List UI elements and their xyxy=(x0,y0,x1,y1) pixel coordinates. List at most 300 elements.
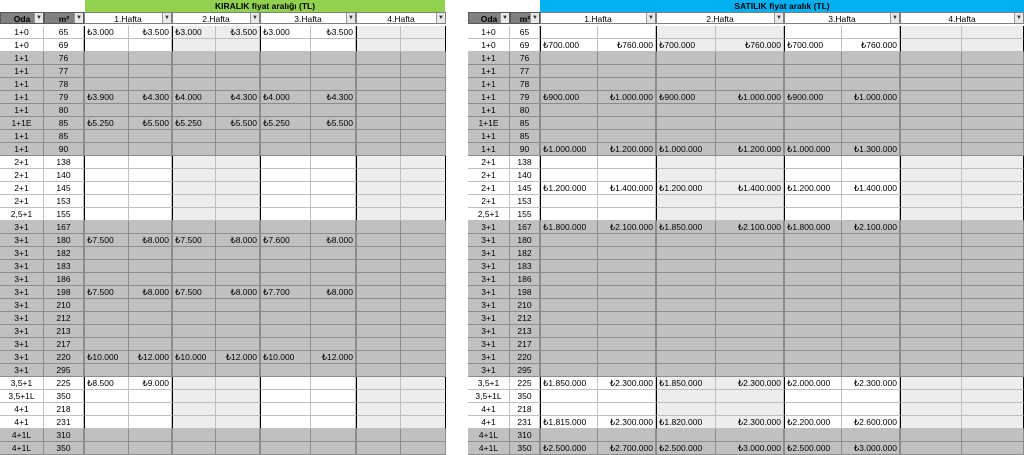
cell-price[interactable] xyxy=(84,403,129,416)
cell-price[interactable] xyxy=(900,377,962,390)
cell-price[interactable] xyxy=(260,416,311,429)
cell-price[interactable] xyxy=(172,247,216,260)
cell-price[interactable] xyxy=(842,273,900,286)
cell-price[interactable] xyxy=(401,273,446,286)
cell-price[interactable]: ₺2.300.000 xyxy=(716,416,784,429)
cell-price[interactable]: ₺2.300.000 xyxy=(598,416,656,429)
cell-price[interactable] xyxy=(172,156,216,169)
cell-price[interactable] xyxy=(84,182,129,195)
cell-price[interactable] xyxy=(598,156,656,169)
cell-price[interactable] xyxy=(598,351,656,364)
cell-price[interactable] xyxy=(656,26,716,39)
cell-price[interactable] xyxy=(716,52,784,65)
cell-m2[interactable]: 217 xyxy=(44,338,84,351)
cell-m2[interactable]: 153 xyxy=(44,195,84,208)
cell-price[interactable] xyxy=(401,195,446,208)
cell-price[interactable] xyxy=(401,91,446,104)
cell-price[interactable] xyxy=(598,312,656,325)
cell-oda[interactable]: 1+0 xyxy=(0,39,44,52)
cell-price[interactable] xyxy=(842,26,900,39)
cell-price[interactable] xyxy=(129,182,172,195)
cell-oda[interactable]: 3+1 xyxy=(468,364,510,377)
cell-m2[interactable]: 218 xyxy=(510,403,540,416)
cell-m2[interactable]: 310 xyxy=(44,429,84,442)
cell-oda[interactable]: 3+1 xyxy=(468,260,510,273)
cell-m2[interactable]: 140 xyxy=(44,169,84,182)
cell-oda[interactable]: 3+1 xyxy=(0,338,44,351)
cell-price[interactable]: ₺1.000.000 xyxy=(842,91,900,104)
cell-price[interactable]: ₺5.500 xyxy=(216,117,260,130)
cell-oda[interactable]: 1+1 xyxy=(468,65,510,78)
cell-price[interactable]: ₺5.250 xyxy=(260,117,311,130)
cell-m2[interactable]: 90 xyxy=(44,143,84,156)
cell-oda[interactable]: 3,5+1L xyxy=(0,390,44,403)
cell-price[interactable] xyxy=(900,234,962,247)
cell-price[interactable] xyxy=(216,403,260,416)
cell-price[interactable] xyxy=(129,52,172,65)
cell-price[interactable] xyxy=(784,130,842,143)
cell-price[interactable]: ₺8.000 xyxy=(129,286,172,299)
cell-price[interactable] xyxy=(129,364,172,377)
cell-price[interactable] xyxy=(656,117,716,130)
cell-price[interactable] xyxy=(842,52,900,65)
cell-price[interactable] xyxy=(784,312,842,325)
cell-price[interactable] xyxy=(900,247,962,260)
cell-price[interactable] xyxy=(401,364,446,377)
cell-price[interactable] xyxy=(260,221,311,234)
cell-price[interactable] xyxy=(962,299,1024,312)
cell-m2[interactable]: 182 xyxy=(510,247,540,260)
cell-oda[interactable]: 3+1 xyxy=(0,221,44,234)
cell-price[interactable]: ₺3.500 xyxy=(311,26,356,39)
header-oda-filter[interactable] xyxy=(468,12,510,24)
cell-price[interactable] xyxy=(784,65,842,78)
cell-price[interactable] xyxy=(401,52,446,65)
cell-price[interactable]: ₺10.000 xyxy=(84,351,129,364)
cell-price[interactable] xyxy=(842,104,900,117)
cell-price[interactable] xyxy=(716,390,784,403)
cell-price[interactable] xyxy=(216,442,260,455)
cell-price[interactable] xyxy=(356,169,401,182)
cell-oda[interactable]: 3+1 xyxy=(468,351,510,364)
cell-price[interactable] xyxy=(84,364,129,377)
cell-price[interactable] xyxy=(598,130,656,143)
cell-price[interactable] xyxy=(129,104,172,117)
cell-price[interactable]: ₺2.300.000 xyxy=(842,377,900,390)
cell-price[interactable] xyxy=(598,325,656,338)
cell-price[interactable] xyxy=(311,364,356,377)
header-week-4-filter[interactable] xyxy=(900,12,1024,24)
cell-price[interactable]: ₺3.500 xyxy=(216,26,260,39)
cell-m2[interactable]: 155 xyxy=(510,208,540,221)
cell-m2[interactable]: 76 xyxy=(44,52,84,65)
cell-oda[interactable]: 4+1L xyxy=(468,429,510,442)
cell-price[interactable] xyxy=(216,377,260,390)
cell-price[interactable] xyxy=(962,130,1024,143)
cell-price[interactable] xyxy=(540,104,598,117)
cell-price[interactable] xyxy=(716,104,784,117)
cell-oda[interactable]: 1+1 xyxy=(468,78,510,91)
cell-m2[interactable]: 210 xyxy=(510,299,540,312)
cell-price[interactable] xyxy=(900,286,962,299)
cell-price[interactable] xyxy=(598,338,656,351)
cell-price[interactable] xyxy=(216,273,260,286)
cell-price[interactable] xyxy=(311,221,356,234)
cell-price[interactable]: ₺7.500 xyxy=(172,234,216,247)
cell-m2[interactable]: 155 xyxy=(44,208,84,221)
cell-price[interactable] xyxy=(784,299,842,312)
cell-price[interactable] xyxy=(401,221,446,234)
cell-price[interactable] xyxy=(598,26,656,39)
cell-price[interactable] xyxy=(401,78,446,91)
cell-price[interactable] xyxy=(962,195,1024,208)
cell-price[interactable]: ₺760.000 xyxy=(716,39,784,52)
cell-price[interactable] xyxy=(129,195,172,208)
cell-price[interactable]: ₺8.000 xyxy=(311,286,356,299)
cell-price[interactable] xyxy=(962,260,1024,273)
cell-price[interactable] xyxy=(401,104,446,117)
cell-price[interactable] xyxy=(842,247,900,260)
cell-price[interactable] xyxy=(172,208,216,221)
cell-oda[interactable]: 1+0 xyxy=(0,26,44,39)
cell-price[interactable] xyxy=(401,338,446,351)
cell-price[interactable] xyxy=(129,169,172,182)
cell-price[interactable] xyxy=(716,351,784,364)
cell-price[interactable] xyxy=(401,403,446,416)
cell-price[interactable] xyxy=(401,234,446,247)
cell-price[interactable] xyxy=(900,416,962,429)
cell-price[interactable] xyxy=(784,247,842,260)
cell-price[interactable] xyxy=(260,247,311,260)
cell-price[interactable] xyxy=(172,104,216,117)
cell-price[interactable] xyxy=(260,65,311,78)
dropdown-arrow-icon[interactable]: ▼ xyxy=(34,13,43,23)
cell-m2[interactable]: 186 xyxy=(510,273,540,286)
cell-price[interactable] xyxy=(540,234,598,247)
cell-price[interactable] xyxy=(540,286,598,299)
cell-price[interactable] xyxy=(216,312,260,325)
cell-oda[interactable]: 3+1 xyxy=(0,273,44,286)
cell-price[interactable] xyxy=(900,78,962,91)
cell-price[interactable] xyxy=(842,286,900,299)
cell-price[interactable] xyxy=(356,286,401,299)
cell-m2[interactable]: 167 xyxy=(44,221,84,234)
cell-oda[interactable]: 3+1 xyxy=(468,312,510,325)
cell-price[interactable] xyxy=(356,39,401,52)
cell-price[interactable] xyxy=(962,403,1024,416)
cell-price[interactable] xyxy=(900,208,962,221)
cell-price[interactable] xyxy=(84,390,129,403)
cell-m2[interactable]: 153 xyxy=(510,195,540,208)
cell-price[interactable] xyxy=(356,65,401,78)
cell-m2[interactable]: 69 xyxy=(44,39,84,52)
cell-price[interactable] xyxy=(84,156,129,169)
cell-m2[interactable]: 145 xyxy=(44,182,84,195)
cell-oda[interactable]: 1+1E xyxy=(0,117,44,130)
cell-oda[interactable]: 2,5+1 xyxy=(468,208,510,221)
cell-price[interactable]: ₺1.200.000 xyxy=(784,182,842,195)
cell-price[interactable] xyxy=(84,78,129,91)
cell-price[interactable] xyxy=(129,156,172,169)
cell-price[interactable] xyxy=(900,130,962,143)
cell-price[interactable]: ₺2.100.000 xyxy=(842,221,900,234)
cell-price[interactable]: ₺2.300.000 xyxy=(598,377,656,390)
cell-oda[interactable]: 2+1 xyxy=(468,182,510,195)
cell-price[interactable] xyxy=(401,247,446,260)
cell-m2[interactable]: 78 xyxy=(510,78,540,91)
cell-price[interactable]: ₺9.000 xyxy=(129,377,172,390)
cell-m2[interactable]: 145 xyxy=(510,182,540,195)
cell-price[interactable] xyxy=(716,208,784,221)
cell-price[interactable] xyxy=(598,286,656,299)
cell-price[interactable] xyxy=(962,39,1024,52)
cell-price[interactable]: ₺1.400.000 xyxy=(716,182,784,195)
cell-price[interactable] xyxy=(716,312,784,325)
cell-m2[interactable]: 182 xyxy=(44,247,84,260)
cell-price[interactable]: ₺760.000 xyxy=(842,39,900,52)
cell-oda[interactable]: 3,5+1 xyxy=(468,377,510,390)
cell-price[interactable] xyxy=(784,208,842,221)
cell-price[interactable] xyxy=(842,169,900,182)
cell-price[interactable] xyxy=(716,338,784,351)
cell-price[interactable] xyxy=(842,312,900,325)
cell-oda[interactable]: 3+1 xyxy=(468,247,510,260)
cell-price[interactable] xyxy=(656,260,716,273)
cell-price[interactable]: ₺1.400.000 xyxy=(842,182,900,195)
cell-price[interactable] xyxy=(842,429,900,442)
cell-price[interactable] xyxy=(260,338,311,351)
cell-m2[interactable]: 85 xyxy=(44,117,84,130)
cell-price[interactable] xyxy=(216,299,260,312)
cell-price[interactable] xyxy=(900,117,962,130)
cell-price[interactable] xyxy=(540,312,598,325)
cell-price[interactable] xyxy=(84,442,129,455)
cell-price[interactable] xyxy=(84,208,129,221)
cell-price[interactable] xyxy=(784,338,842,351)
cell-price[interactable] xyxy=(598,208,656,221)
cell-price[interactable] xyxy=(172,130,216,143)
cell-m2[interactable]: 213 xyxy=(44,325,84,338)
cell-price[interactable] xyxy=(784,364,842,377)
cell-price[interactable] xyxy=(216,195,260,208)
cell-price[interactable] xyxy=(356,104,401,117)
cell-oda[interactable]: 3+1 xyxy=(468,221,510,234)
cell-price[interactable] xyxy=(962,416,1024,429)
cell-price[interactable] xyxy=(129,299,172,312)
cell-price[interactable] xyxy=(900,91,962,104)
cell-price[interactable] xyxy=(356,429,401,442)
cell-price[interactable] xyxy=(900,169,962,182)
cell-price[interactable] xyxy=(962,234,1024,247)
header-week-3-filter[interactable] xyxy=(260,12,356,24)
cell-price[interactable] xyxy=(311,195,356,208)
cell-price[interactable] xyxy=(311,338,356,351)
cell-oda[interactable]: 3+1 xyxy=(0,234,44,247)
cell-price[interactable] xyxy=(656,169,716,182)
cell-price[interactable] xyxy=(900,195,962,208)
cell-price[interactable] xyxy=(172,390,216,403)
cell-price[interactable]: ₺1.820.000 xyxy=(656,416,716,429)
dropdown-arrow-icon[interactable]: ▼ xyxy=(890,13,899,23)
cell-price[interactable]: ₺1.200.000 xyxy=(716,143,784,156)
cell-price[interactable] xyxy=(716,156,784,169)
cell-price[interactable] xyxy=(311,247,356,260)
cell-price[interactable] xyxy=(401,299,446,312)
cell-price[interactable] xyxy=(172,312,216,325)
cell-oda[interactable]: 4+1 xyxy=(468,416,510,429)
cell-price[interactable] xyxy=(900,39,962,52)
cell-price[interactable]: ₺2.100.000 xyxy=(598,221,656,234)
cell-price[interactable] xyxy=(356,377,401,390)
cell-price[interactable] xyxy=(84,416,129,429)
cell-price[interactable] xyxy=(356,91,401,104)
cell-oda[interactable]: 1+0 xyxy=(468,39,510,52)
cell-price[interactable] xyxy=(900,442,962,455)
cell-price[interactable] xyxy=(540,429,598,442)
cell-price[interactable] xyxy=(172,143,216,156)
cell-price[interactable] xyxy=(656,364,716,377)
cell-oda[interactable]: 3+1 xyxy=(468,286,510,299)
cell-price[interactable] xyxy=(962,208,1024,221)
cell-price[interactable] xyxy=(216,221,260,234)
cell-price[interactable] xyxy=(356,26,401,39)
cell-price[interactable] xyxy=(900,299,962,312)
cell-price[interactable] xyxy=(129,247,172,260)
cell-m2[interactable]: 310 xyxy=(510,429,540,442)
cell-price[interactable]: ₺1.800.000 xyxy=(784,221,842,234)
cell-price[interactable] xyxy=(401,351,446,364)
cell-price[interactable]: ₺8.000 xyxy=(216,234,260,247)
cell-price[interactable]: ₺1.200.000 xyxy=(540,182,598,195)
cell-price[interactable] xyxy=(311,299,356,312)
cell-m2[interactable]: 65 xyxy=(44,26,84,39)
cell-price[interactable] xyxy=(260,104,311,117)
cell-price[interactable] xyxy=(401,286,446,299)
cell-price[interactable] xyxy=(129,338,172,351)
cell-oda[interactable]: 4+1L xyxy=(468,442,510,455)
cell-price[interactable] xyxy=(784,260,842,273)
cell-price[interactable] xyxy=(129,325,172,338)
cell-m2[interactable]: 350 xyxy=(510,442,540,455)
cell-price[interactable] xyxy=(962,273,1024,286)
cell-price[interactable] xyxy=(716,247,784,260)
cell-price[interactable] xyxy=(260,403,311,416)
cell-price[interactable]: ₺3.000 xyxy=(172,26,216,39)
cell-price[interactable] xyxy=(172,182,216,195)
cell-price[interactable] xyxy=(356,247,401,260)
cell-price[interactable]: ₺1.000.000 xyxy=(656,143,716,156)
cell-oda[interactable]: 2+1 xyxy=(0,169,44,182)
cell-price[interactable]: ₺5.500 xyxy=(311,117,356,130)
cell-price[interactable] xyxy=(260,130,311,143)
cell-price[interactable] xyxy=(540,117,598,130)
cell-price[interactable] xyxy=(784,117,842,130)
header-week-1-filter[interactable] xyxy=(540,12,656,24)
cell-price[interactable] xyxy=(716,429,784,442)
cell-price[interactable] xyxy=(129,78,172,91)
cell-price[interactable]: ₺700.000 xyxy=(656,39,716,52)
cell-oda[interactable]: 1+1 xyxy=(468,143,510,156)
cell-m2[interactable]: 198 xyxy=(44,286,84,299)
cell-price[interactable] xyxy=(129,429,172,442)
dropdown-arrow-icon[interactable]: ▼ xyxy=(250,13,259,23)
cell-price[interactable] xyxy=(129,390,172,403)
cell-price[interactable] xyxy=(311,104,356,117)
cell-price[interactable] xyxy=(540,156,598,169)
cell-price[interactable] xyxy=(311,78,356,91)
cell-price[interactable] xyxy=(716,260,784,273)
cell-price[interactable] xyxy=(356,390,401,403)
cell-price[interactable] xyxy=(540,208,598,221)
cell-price[interactable] xyxy=(216,65,260,78)
cell-price[interactable] xyxy=(401,117,446,130)
cell-price[interactable]: ₺2.500.000 xyxy=(784,442,842,455)
cell-price[interactable] xyxy=(311,442,356,455)
cell-price[interactable] xyxy=(84,195,129,208)
cell-m2[interactable]: 198 xyxy=(510,286,540,299)
cell-price[interactable] xyxy=(962,156,1024,169)
cell-price[interactable] xyxy=(784,156,842,169)
cell-price[interactable] xyxy=(900,65,962,78)
cell-price[interactable]: ₺12.000 xyxy=(129,351,172,364)
cell-price[interactable] xyxy=(216,78,260,91)
cell-price[interactable] xyxy=(962,364,1024,377)
cell-m2[interactable]: 225 xyxy=(44,377,84,390)
cell-price[interactable]: ₺3.000 xyxy=(84,26,129,39)
cell-price[interactable] xyxy=(900,273,962,286)
cell-m2[interactable]: 350 xyxy=(44,442,84,455)
cell-price[interactable] xyxy=(172,364,216,377)
cell-price[interactable]: ₺8.000 xyxy=(311,234,356,247)
cell-price[interactable]: ₺2.700.000 xyxy=(598,442,656,455)
cell-m2[interactable]: 350 xyxy=(510,390,540,403)
cell-price[interactable] xyxy=(900,156,962,169)
cell-m2[interactable]: 213 xyxy=(510,325,540,338)
cell-price[interactable] xyxy=(129,65,172,78)
cell-price[interactable]: ₺1.850.000 xyxy=(656,221,716,234)
cell-price[interactable] xyxy=(716,169,784,182)
cell-price[interactable]: ₺1.000.000 xyxy=(716,91,784,104)
cell-price[interactable] xyxy=(962,390,1024,403)
cell-price[interactable] xyxy=(900,403,962,416)
cell-oda[interactable]: 3,5+1 xyxy=(0,377,44,390)
cell-m2[interactable]: 212 xyxy=(44,312,84,325)
cell-price[interactable] xyxy=(540,260,598,273)
cell-price[interactable] xyxy=(311,156,356,169)
cell-price[interactable]: ₺8.500 xyxy=(84,377,129,390)
cell-price[interactable] xyxy=(784,403,842,416)
header-oda-filter[interactable] xyxy=(0,12,44,24)
cell-oda[interactable]: 4+1 xyxy=(468,403,510,416)
cell-m2[interactable]: 85 xyxy=(44,130,84,143)
cell-price[interactable] xyxy=(962,117,1024,130)
cell-oda[interactable]: 1+1 xyxy=(0,52,44,65)
cell-price[interactable] xyxy=(172,221,216,234)
cell-price[interactable] xyxy=(962,377,1024,390)
cell-oda[interactable]: 3+1 xyxy=(468,273,510,286)
cell-oda[interactable]: 1+1E xyxy=(468,117,510,130)
cell-m2[interactable]: 80 xyxy=(510,104,540,117)
cell-m2[interactable]: 90 xyxy=(510,143,540,156)
cell-price[interactable] xyxy=(260,143,311,156)
cell-price[interactable] xyxy=(260,39,311,52)
cell-price[interactable]: ₺1.800.000 xyxy=(540,221,598,234)
cell-price[interactable] xyxy=(356,52,401,65)
cell-price[interactable] xyxy=(129,39,172,52)
cell-m2[interactable]: 78 xyxy=(44,78,84,91)
cell-price[interactable] xyxy=(311,143,356,156)
cell-price[interactable] xyxy=(842,117,900,130)
